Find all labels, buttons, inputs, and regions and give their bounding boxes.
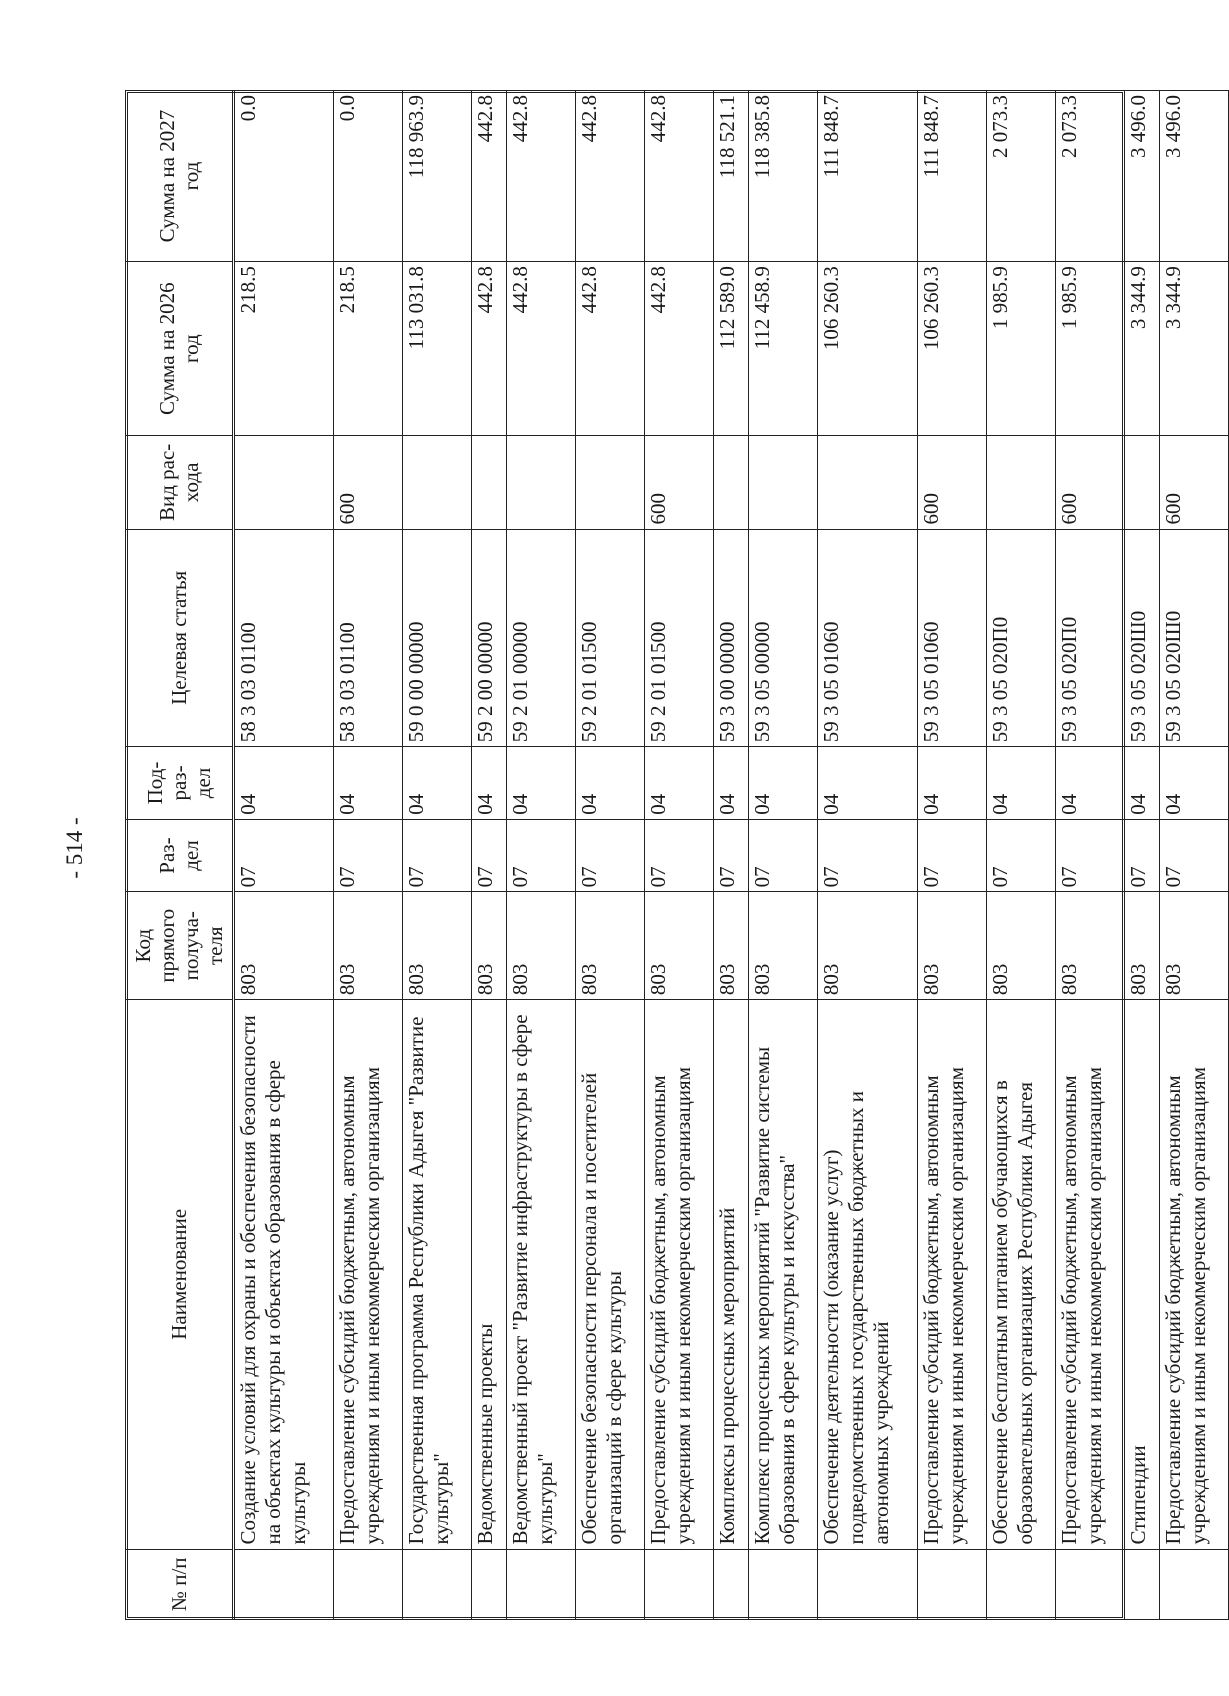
cell-podrazdel: 04 xyxy=(1125,747,1160,820)
cell-name: Предоставление субсидий бюджетным, автономным учреждениям и иным некоммерческим организациям xyxy=(1160,1000,1229,1549)
cell-sum2027: 442.8 xyxy=(507,91,576,262)
header-podrazdel: Под-раз-дел xyxy=(126,747,234,820)
cell-no xyxy=(749,1549,818,1619)
cell-name: Создание условий для охраны и обеспечения безопасности на объектах культуры и объектах образования в сфере культуры xyxy=(234,1000,334,1549)
cell-vid xyxy=(507,436,576,529)
cell-code: 803 xyxy=(987,892,1056,1000)
table-row xyxy=(1125,91,1160,1620)
budget-table xyxy=(125,90,1229,1620)
cell-code: 803 xyxy=(1160,892,1229,1000)
cell-sum2026: 106 260.3 xyxy=(918,262,987,436)
cell-razdel: 07 xyxy=(507,819,576,892)
cell-name: Стипендии xyxy=(1125,1000,1160,1549)
cell-vid xyxy=(403,436,472,529)
cell-podrazdel: 04 xyxy=(507,747,576,820)
cell-no xyxy=(472,1549,507,1619)
cell-vid: 600 xyxy=(1056,436,1125,529)
cell-celevaya: 59 2 01 00000 xyxy=(507,529,576,747)
cell-vid xyxy=(749,436,818,529)
cell-sum2026: 442.8 xyxy=(645,262,714,436)
cell-celevaya: 58 3 03 01100 xyxy=(234,529,334,747)
table-header-row xyxy=(126,91,234,1620)
cell-no xyxy=(818,1549,918,1619)
table-row xyxy=(918,91,987,1620)
table-row xyxy=(334,91,403,1620)
cell-sum2026: 442.8 xyxy=(507,262,576,436)
cell-celevaya: 59 3 00 00000 xyxy=(714,529,749,747)
cell-vid xyxy=(987,436,1056,529)
cell-no xyxy=(714,1549,749,1619)
table-viewport xyxy=(125,90,1211,1620)
cell-code: 803 xyxy=(749,892,818,1000)
rotated-table-container xyxy=(125,90,1211,1620)
header-name: Наименование xyxy=(126,1000,234,1549)
cell-name: Предоставление субсидий бюджетным, автономным учреждениям и иным некоммерческим организациям xyxy=(645,1000,714,1549)
cell-code: 803 xyxy=(918,892,987,1000)
cell-celevaya: 59 2 01 01500 xyxy=(645,529,714,747)
cell-razdel: 07 xyxy=(818,819,918,892)
cell-vid xyxy=(714,436,749,529)
cell-celevaya: 59 0 00 00000 xyxy=(403,529,472,747)
cell-sum2027: 3 496.0 xyxy=(1125,91,1160,262)
cell-no xyxy=(576,1549,645,1619)
cell-vid xyxy=(472,436,507,529)
table-row xyxy=(749,91,818,1620)
cell-name: Государственная программа Республики Адыгея "Развитие культуры" xyxy=(403,1000,472,1549)
cell-sum2027: 111 848.7 xyxy=(918,91,987,262)
cell-vid: 600 xyxy=(918,436,987,529)
cell-sum2026: 1 985.9 xyxy=(987,262,1056,436)
cell-podrazdel: 04 xyxy=(234,747,334,820)
cell-code: 803 xyxy=(472,892,507,1000)
cell-sum2027: 2 073.3 xyxy=(1056,91,1125,262)
cell-podrazdel: 04 xyxy=(403,747,472,820)
cell-celevaya: 59 3 05 01060 xyxy=(918,529,987,747)
cell-no xyxy=(1056,1549,1125,1619)
cell-sum2027: 442.8 xyxy=(645,91,714,262)
cell-podrazdel: 04 xyxy=(1056,747,1125,820)
page-number: - 514 - xyxy=(62,817,87,879)
cell-no xyxy=(507,1549,576,1619)
cell-sum2026: 112 458.9 xyxy=(749,262,818,436)
cell-podrazdel: 04 xyxy=(334,747,403,820)
cell-no xyxy=(987,1549,1056,1619)
header-no: № п/п xyxy=(126,1549,234,1619)
cell-podrazdel: 04 xyxy=(818,747,918,820)
cell-podrazdel: 04 xyxy=(576,747,645,820)
header-vid: Вид рас-хода xyxy=(126,436,234,529)
cell-name: Предоставление субсидий бюджетным, автономным учреждениям и иным некоммерческим организациям xyxy=(334,1000,403,1549)
cell-podrazdel: 04 xyxy=(645,747,714,820)
cell-code: 803 xyxy=(507,892,576,1000)
table-row xyxy=(472,91,507,1620)
table-row xyxy=(403,91,472,1620)
cell-celevaya: 59 3 05 020Ш0 xyxy=(1160,529,1229,747)
table-row xyxy=(576,91,645,1620)
cell-razdel: 07 xyxy=(987,819,1056,892)
cell-celevaya: 59 3 05 00000 xyxy=(749,529,818,747)
cell-code: 803 xyxy=(334,892,403,1000)
table-row xyxy=(234,91,334,1620)
cell-razdel: 07 xyxy=(645,819,714,892)
cell-sum2027: 111 848.7 xyxy=(818,91,918,262)
cell-podrazdel: 04 xyxy=(749,747,818,820)
cell-celevaya: 59 3 05 020П0 xyxy=(987,529,1056,747)
cell-celevaya: 59 3 05 01060 xyxy=(818,529,918,747)
cell-code: 803 xyxy=(403,892,472,1000)
cell-celevaya: 59 2 01 01500 xyxy=(576,529,645,747)
cell-sum2027: 118 521.1 xyxy=(714,91,749,262)
cell-razdel: 07 xyxy=(234,819,334,892)
cell-vid: 600 xyxy=(645,436,714,529)
cell-vid: 600 xyxy=(334,436,403,529)
cell-name: Комплекс процессных мероприятий "Развитие системы образования в сфере культуры и искусства" xyxy=(749,1000,818,1549)
cell-code: 803 xyxy=(1125,892,1160,1000)
cell-name: Предоставление субсидий бюджетным, автономным учреждениям и иным некоммерческим организациям xyxy=(1056,1000,1125,1549)
cell-razdel: 07 xyxy=(1125,819,1160,892)
cell-sum2027: 2 073.3 xyxy=(987,91,1056,262)
cell-no xyxy=(234,1549,334,1619)
cell-code: 803 xyxy=(1056,892,1125,1000)
cell-podrazdel: 04 xyxy=(1160,747,1229,820)
cell-podrazdel: 04 xyxy=(472,747,507,820)
cell-name: Обеспечение безопасности персонала и посетителей организаций в сфере культуры xyxy=(576,1000,645,1549)
cell-no xyxy=(1160,1549,1229,1619)
cell-celevaya: 59 3 05 020Ш0 xyxy=(1125,529,1160,747)
cell-podrazdel: 04 xyxy=(714,747,749,820)
cell-razdel: 07 xyxy=(1056,819,1125,892)
cell-razdel: 07 xyxy=(334,819,403,892)
cell-razdel: 07 xyxy=(1160,819,1229,892)
cell-razdel: 07 xyxy=(749,819,818,892)
cell-sum2026: 218.5 xyxy=(334,262,403,436)
table-row xyxy=(714,91,749,1620)
cell-sum2026: 1 985.9 xyxy=(1056,262,1125,436)
cell-name: Ведомственный проект "Развитие инфраструктуры в сфере культуры" xyxy=(507,1000,576,1549)
cell-no xyxy=(1125,1549,1160,1619)
cell-sum2026: 112 589.0 xyxy=(714,262,749,436)
cell-sum2026: 442.8 xyxy=(576,262,645,436)
cell-vid xyxy=(818,436,918,529)
table-row xyxy=(987,91,1056,1620)
header-sum2027: Сумма на 2027 год xyxy=(126,91,234,262)
cell-no xyxy=(334,1549,403,1619)
cell-podrazdel: 04 xyxy=(987,747,1056,820)
cell-vid xyxy=(234,436,334,529)
cell-celevaya: 59 3 05 020П0 xyxy=(1056,529,1125,747)
cell-sum2027: 3 496.0 xyxy=(1160,91,1229,262)
header-code: Код прямого получа-теля xyxy=(126,892,234,1000)
cell-sum2026: 218.5 xyxy=(234,262,334,436)
cell-razdel: 07 xyxy=(714,819,749,892)
cell-razdel: 07 xyxy=(472,819,507,892)
table-row xyxy=(818,91,918,1620)
cell-name: Обеспечение бесплатным питанием обучающихся в образовательных организациях Республики Адыгея xyxy=(987,1000,1056,1549)
cell-sum2027: 0.0 xyxy=(234,91,334,262)
cell-vid xyxy=(576,436,645,529)
cell-code: 803 xyxy=(234,892,334,1000)
cell-vid xyxy=(1125,436,1160,529)
cell-name: Предоставление субсидий бюджетным, автономным учреждениям и иным некоммерческим организациям xyxy=(918,1000,987,1549)
cell-sum2026: 442.8 xyxy=(472,262,507,436)
cell-podrazdel: 04 xyxy=(918,747,987,820)
cell-razdel: 07 xyxy=(918,819,987,892)
cell-celevaya: 58 3 03 01100 xyxy=(334,529,403,747)
table-body xyxy=(234,91,1229,1620)
cell-sum2027: 442.8 xyxy=(472,91,507,262)
cell-sum2026: 106 260.3 xyxy=(818,262,918,436)
cell-no xyxy=(403,1549,472,1619)
cell-sum2027: 442.8 xyxy=(576,91,645,262)
header-celevaya: Целевая статья xyxy=(126,529,234,747)
cell-no xyxy=(645,1549,714,1619)
cell-code: 803 xyxy=(818,892,918,1000)
cell-razdel: 07 xyxy=(403,819,472,892)
cell-sum2026: 3 344.9 xyxy=(1125,262,1160,436)
cell-code: 803 xyxy=(645,892,714,1000)
cell-sum2027: 118 963.9 xyxy=(403,91,472,262)
cell-sum2026: 113 031.8 xyxy=(403,262,472,436)
cell-sum2026: 3 344.9 xyxy=(1160,262,1229,436)
cell-name: Обеспечение деятельности (оказание услуг) подведомственных государственных бюджетных и автономных учреждений xyxy=(818,1000,918,1549)
cell-razdel: 07 xyxy=(576,819,645,892)
cell-code: 803 xyxy=(576,892,645,1000)
cell-vid: 600 xyxy=(1160,436,1229,529)
cell-no xyxy=(918,1549,987,1619)
table-row xyxy=(645,91,714,1620)
cell-name: Комплексы процессных мероприятий xyxy=(714,1000,749,1549)
cell-name: Ведомственные проекты xyxy=(472,1000,507,1549)
cell-celevaya: 59 2 00 00000 xyxy=(472,529,507,747)
table-row xyxy=(1160,91,1229,1620)
table-row xyxy=(507,91,576,1620)
cell-sum2027: 118 385.8 xyxy=(749,91,818,262)
cell-sum2027: 0.0 xyxy=(334,91,403,262)
header-razdel: Раз-дел xyxy=(126,819,234,892)
table-row xyxy=(1056,91,1125,1620)
cell-code: 803 xyxy=(714,892,749,1000)
header-sum2026: Сумма на 2026 год xyxy=(126,262,234,436)
